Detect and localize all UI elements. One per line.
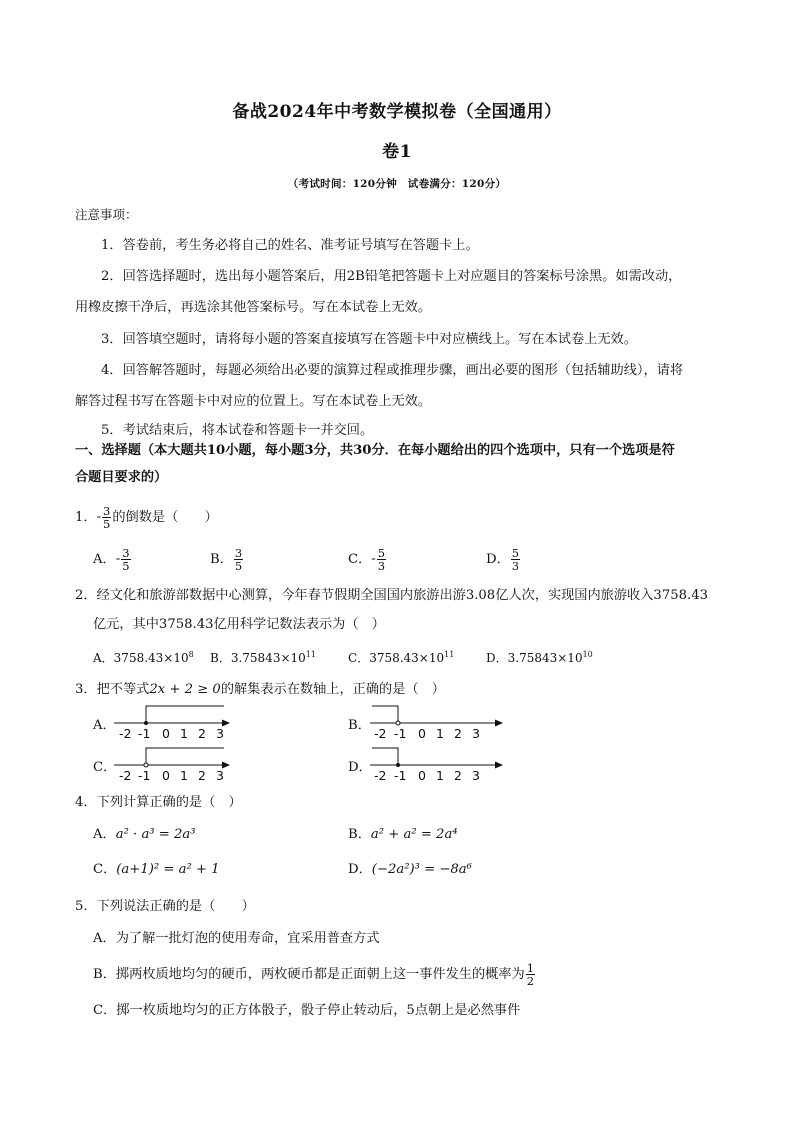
question-2-line1: 2．经文化和旅游部数据中心测算，今年春节假期全国国内旅游出游3.08亿人次，实现国内旅游收入3758.43 — [75, 588, 708, 603]
notice-heading: 注意事项： — [75, 207, 138, 222]
question-1-stem: 1．- $\frac{3}{5}$ 的倒数是（ ） — [75, 504, 218, 531]
tick-label: -2 — [374, 768, 387, 783]
tick-label: 1 — [436, 768, 444, 783]
number-line-b-svg — [370, 703, 510, 741]
notice-item-1: 1．答卷前，考生务必将自己的姓名、准考证号填写在答题卡上。 — [101, 238, 479, 253]
q3-number-line-d — [370, 745, 510, 783]
question-5-stem: 5．下列说法正确的是（ ） — [75, 899, 255, 914]
tick-label: -1 — [394, 768, 407, 783]
q1-option-c: C．- $\frac{5}{3}$ — [348, 546, 386, 573]
tick-label: -2 — [119, 768, 132, 783]
q2-option-b: B．$3.75843\times 10^{11}$ — [210, 650, 316, 665]
q1-option-d: D． $\frac{5}{3}$ — [486, 546, 520, 573]
question-2-line2: 亿元，其中3758.43亿用科学记数法表示为（ ） — [93, 617, 385, 632]
tick-label: 0 — [162, 726, 170, 741]
section-heading-line2: 合题目要求的） — [75, 470, 168, 485]
exam-subtitle: 卷1 — [382, 142, 412, 162]
q2-option-c: C．$3758.43\times 10^{11}$ — [348, 650, 455, 665]
tick-label: 2 — [454, 768, 462, 783]
q5-option-c: C．掷一枚质地均匀的正方体骰子，骰子停止转动后，5点朝上是必然事件 — [93, 1003, 521, 1018]
q5-option-b: B．掷两枚质地均匀的硬币，两枚硬币都是正面朝上这一事件发生的概率为 $\frac{1}{2}$ — [93, 961, 535, 988]
notice-item-3: 3．回答填空题时，请将每小题的答案直接填写在答题卡中对应横线上。写在本试卷上无效。 — [101, 332, 637, 347]
tick-label: 3 — [472, 726, 480, 741]
question-4-stem: 4．下列计算正确的是（ ） — [75, 795, 242, 810]
tick-label: -2 — [374, 726, 387, 741]
q3-number-line-a — [114, 703, 234, 741]
number-line-a-svg — [114, 703, 234, 741]
notice-item-4-cont: 解答过程书写在答题卡中对应的位置上。写在本试卷上无效。 — [75, 394, 432, 409]
notice-item-2: 2．回答选择题时，选出每小题答案后，用2B铅笔把答题卡上对应题目的答案标号涂黑。如需改动， — [101, 269, 682, 284]
tick-label: 1 — [180, 768, 188, 783]
exam-title: 备战2024年中考数学模拟卷（全国通用） — [232, 102, 562, 122]
number-line-d-svg — [370, 745, 510, 783]
tick-label: -2 — [119, 726, 132, 741]
q1-fraction: $\frac{3}{5}$ — [103, 504, 111, 531]
q3-number-line-b — [370, 703, 510, 741]
tick-label: 2 — [454, 726, 462, 741]
tick-label: 1 — [436, 726, 444, 741]
q5-option-a: A．为了解一批灯泡的使用寿命，宜采用普查方式 — [93, 931, 380, 946]
q4-option-b: B．a² + a² = 2a⁴ — [348, 827, 458, 842]
notice-item-2-cont: 用橡皮擦干净后，再选涂其他答案标号。写在本试卷上无效。 — [75, 300, 432, 315]
tick-label: 0 — [162, 768, 170, 783]
q2-option-d: D．$3.75843\times 10^{10}$ — [486, 650, 593, 665]
tick-label: -1 — [138, 726, 151, 741]
tick-label: 2 — [198, 726, 206, 741]
q3-option-d-label: D． — [348, 760, 372, 775]
notice-item-5: 5．考试结束后，将本试卷和答题卡一并交回。 — [101, 423, 374, 438]
q1-option-b: B． $\frac{3}{5}$ — [210, 546, 243, 573]
tick-label: -1 — [138, 768, 151, 783]
q4-option-a: A．a² · a³ = 2a³ — [93, 827, 196, 842]
tick-label: 0 — [418, 768, 426, 783]
q3-option-c-label: C． — [93, 760, 117, 775]
section-heading-line1: 一、选择题（本大题共10小题，每小题3分，共30分．在每小题给出的四个选项中，只有一个选项是符 — [75, 443, 675, 458]
tick-label: 0 — [418, 726, 426, 741]
q4-option-c: C．(a+1)² = a² + 1 — [93, 862, 220, 877]
q3-number-line-c — [114, 745, 234, 783]
question-3-stem: 3．把不等式2x + 2 ≥ 0的解集表示在数轴上，正确的是（ ） — [75, 682, 445, 697]
exam-meta: （考试时间：120分钟 试卷满分：120分） — [287, 178, 507, 190]
number-line-c-svg — [114, 745, 234, 783]
q4-option-d: D．(−2a²)³ = −8a⁶ — [348, 862, 472, 877]
q1-option-a: A．- $\frac{3}{5}$ — [93, 546, 130, 573]
tick-label: 1 — [180, 726, 188, 741]
tick-label: -1 — [394, 726, 407, 741]
tick-label: 3 — [216, 768, 224, 783]
q3-option-a-label: A． — [93, 718, 116, 733]
tick-label: 3 — [472, 768, 480, 783]
notice-item-4: 4．回答解答题时，每题必须给出必要的演算过程或推理步骤，画出必要的图形（包括辅助线），请将 — [101, 363, 684, 378]
q2-option-a: A．$3758.43\times 10^8$ — [93, 650, 194, 665]
tick-label: 2 — [198, 768, 206, 783]
tick-label: 3 — [216, 726, 224, 741]
q3-option-b-label: B． — [348, 718, 371, 733]
